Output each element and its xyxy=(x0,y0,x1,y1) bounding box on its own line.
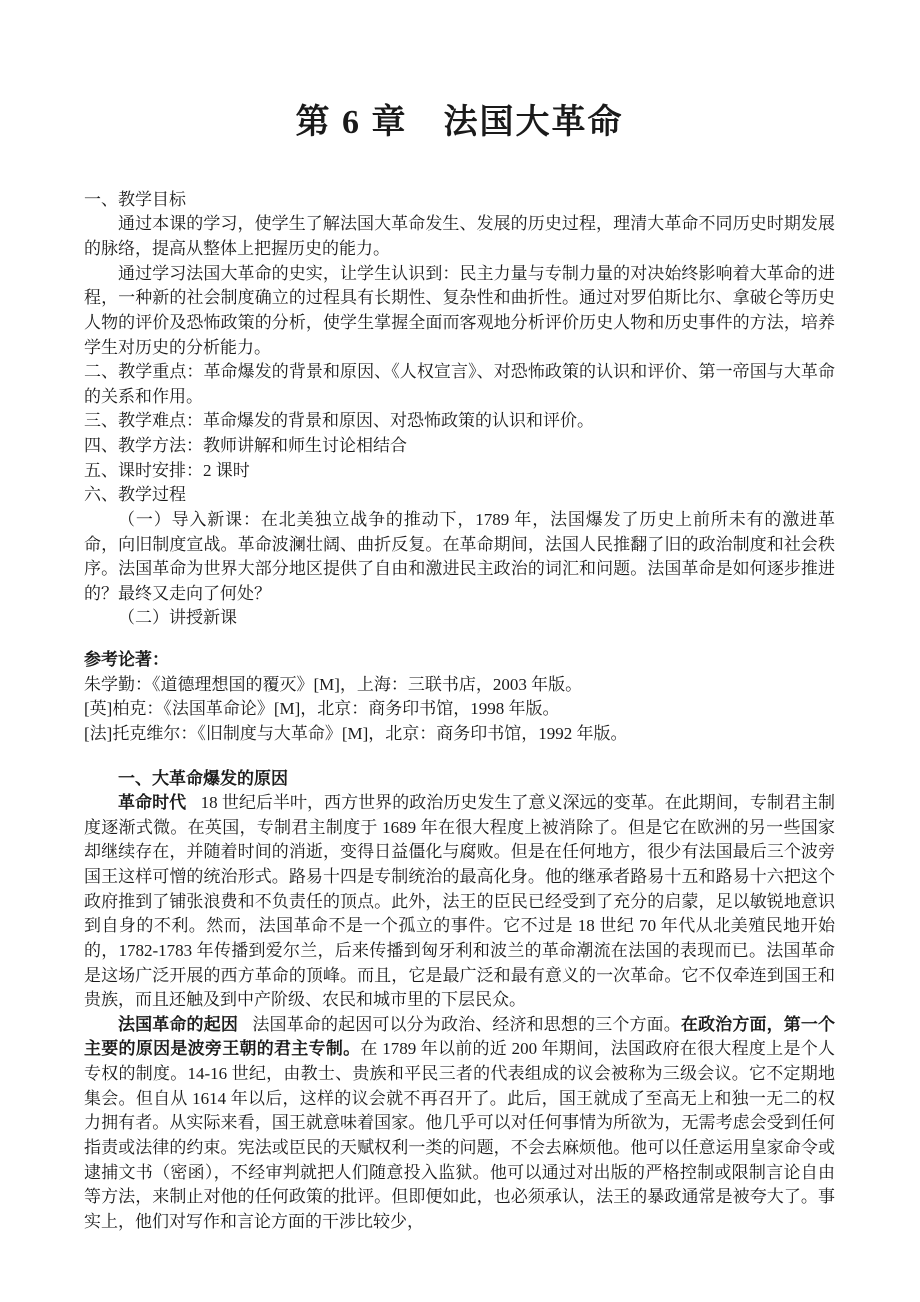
paragraph-revolution-era xyxy=(84,791,835,1013)
heading-teaching-process: 六、教学过程 xyxy=(84,485,186,505)
paragraph-lesson-intro: （一）导入新课：在北美独立战争的推动下，1789 年，法国爆发了历史上前所未有的激进革命，向旧制度宣战。革命波澜壮阔、曲折反复。在革命期间，法国人民推翻了旧的政治制度和社会秩序。法国革命为世界大部分地区提供了自由和激进民主政治的词汇和问题。法国革命是如何逐步推进的？最终又走向了何处？ xyxy=(84,509,835,603)
paragraph-objectives-1: 通过本课的学习，使学生了解法国大革命发生、发展的历史过程，理清大革命不同历史时期发展的脉络，提高从整体上把握历史的能力。 xyxy=(84,214,835,259)
reference-item: [英]柏克：《法国革命论》[M]，北京：商务印书馆，1998 年版。 xyxy=(84,699,560,719)
run-causes-lead: 法国革命的起因 xyxy=(118,1014,238,1034)
heading-teaching-focus: 二、教学重点：革命爆发的背景和原因、《人权宣言》、对恐怖政策的认识和评价、第一帝国与大革命的关系和作用。 xyxy=(84,362,835,406)
paragraph-revolution-origin xyxy=(84,1013,835,1235)
doc-body xyxy=(84,188,835,1235)
heading-teaching-difficulty: 三、教学难点：革命爆发的背景和原因、对恐怖政策的认识和评价。 xyxy=(84,411,594,431)
run-causes-text-2: 在 1789 年以前的近 200 年期间，法国政府在很大程度上是个人专权的制度。14-16 世纪，由教士、贵族和平民三者的代表组成的议会被称为三级会议。它不定期地集会。但自从 1614 年以后，这样的议会就不再召开了。此后，国王就成了至高无上和独一无二的权力拥有者。从实际来看，国王就意味着国家。他几乎可以对任何事情为所欲为，无需考虑会受到任何指责或法律的约束。宪法或臣民的天赋权利一类的问题，不会去麻烦他。他可以任意运用皇家命令或逮捕文书（密函），不经审判就把人们随意投入监狱。他可以通过对出版的严格控制或限制言论自由等方法，来制止对他的任何政策的批评。但即便如此，也必须承认，法王的暴政通常是被夸大了。事实上，他们对写作和言论方面的干涉比较少， xyxy=(84,1039,836,1231)
run-causes-bold: 在政治方面，第一个主要的原因是波旁王朝的君主专制。 xyxy=(84,1014,836,1059)
doc-title: 第 6 章 法国大革命 xyxy=(295,104,624,141)
paragraph-objectives-2: 通过学习法国大革命的史实，让学生认识到：民主力量与专制力量的对决始终影响着大革命的进程，一种新的社会制度确立的过程具有长期性、复杂性和曲折性。通过对罗伯斯比尔、拿破仑等历史人物的评价及恐怖政策的分析，使学生掌握全面而客观地分析评价历史人物和历史事件的方法，培养学生对历史的分析能力。 xyxy=(84,263,835,357)
heading-revolution-causes: 一、大革命爆发的原因 xyxy=(118,768,288,788)
run-causes-text-1: 法国革命的起因可以分为政治、经济和思想的三个方面。 xyxy=(252,1014,681,1034)
heading-references: 参考论著： xyxy=(84,650,169,670)
run-era-lead: 革命时代 xyxy=(118,793,187,813)
heading-class-hours: 五、课时安排：2 课时 xyxy=(84,460,250,480)
paragraph-lesson-new: （二）讲授新课 xyxy=(118,608,237,628)
run-era-body: 18 世纪后半叶，西方世界的政治历史发生了意义深远的变革。在此期间，专制君主制度逐渐式微。在英国，专制君主制度于 1689 年在很大程度上被消除了。但是它在欧洲的另一些国家却继续存在，并随着时间的消逝，变得日益僵化与腐败。但是在任何地方，很少有法国最后三个波旁国王这样可憎的统治形式。路易十四是专制统治的最高化身。他的继承者路易十五和路易十六把这个政府推到了铺张浪费和不负责任的顶点。此外，法王的臣民已经受到了充分的启蒙，足以敏锐地意识到自身的不利。然而，法国革命不是一个孤立的事件。它不过是 18 世纪 70 年代从北美殖民地开始的，1782-1783 年传播到爱尔兰，后来传播到匈牙利和波兰的革命潮流在法国的表现而已。法国革命是这场广泛开展的西方革命的顶峰。而且，它是最广泛和最有意义的一次革命。它不仅牵连到国王和贵族，而且还触及到中产阶级、农民和城市里的下层民众。 xyxy=(84,793,836,1010)
heading-teaching-objectives: 一、教学目标 xyxy=(84,189,186,209)
reference-item: [法]托克维尔：《旧制度与大革命》[M]，北京：商务印书馆，1992 年版。 xyxy=(84,723,628,743)
heading-teaching-method: 四、教学方法：教师讲解和师生讨论相结合 xyxy=(84,436,407,456)
reference-item: 朱学勤：《道德理想国的覆灭》[M]，上海：三联书店，2003 年版。 xyxy=(84,674,583,694)
